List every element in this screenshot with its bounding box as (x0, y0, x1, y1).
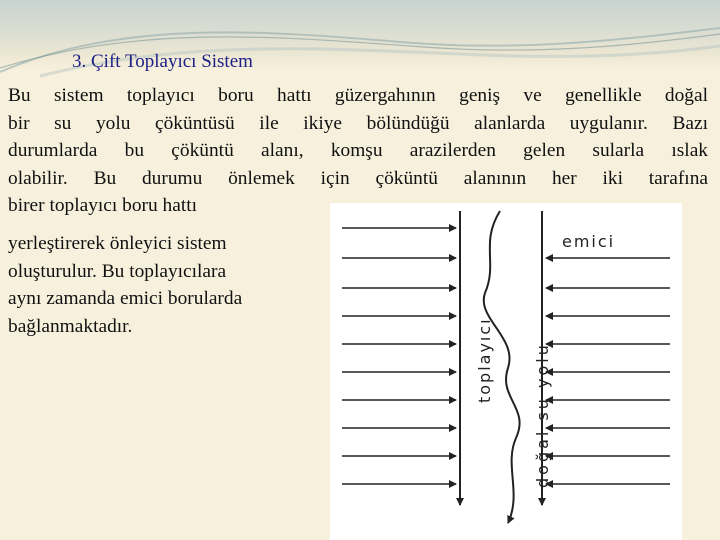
paragraph-line: yerleştirerek önleyici sistem (8, 233, 227, 254)
paragraph-line: Bu sistem toplayıcı boru hattı güzergahının geniş ve genellikle doğal (8, 85, 708, 106)
label-dogal-su-yolu: doğal su yolu (533, 342, 552, 488)
paragraph-line: bağlanmaktadır. (8, 315, 133, 337)
paragraph-line: oluşturulur. Bu toplayıcılara (8, 260, 227, 282)
paragraph-line: bir su yolu çöküntüsü ile ikiye bölündüğü alanlarda uygulanır. Bazı (8, 112, 708, 134)
right-lateral-arrows (546, 258, 670, 484)
label-emici: emici (562, 232, 616, 251)
drainage-diagram (330, 203, 682, 540)
label-toplayici: toplayıcı (475, 317, 494, 403)
paragraph-line: durumlarda bu çöküntü alanı, komşu arazilerden gelen sularla ıslak (8, 140, 708, 161)
paragraph-continued (8, 230, 328, 340)
slide-title: 3. Çift Toplayıcı Sistem (72, 51, 253, 72)
paragraph-line: birer toplayıcı boru hattı (8, 195, 198, 216)
paragraph-body (8, 82, 708, 220)
paragraph-line: aynı zamanda emici borularda (8, 288, 243, 309)
left-lateral-arrows (342, 228, 456, 484)
paragraph-line: olabilir. Bu durumu önlemek için çöküntü alanının her iki tarafına (8, 167, 708, 189)
